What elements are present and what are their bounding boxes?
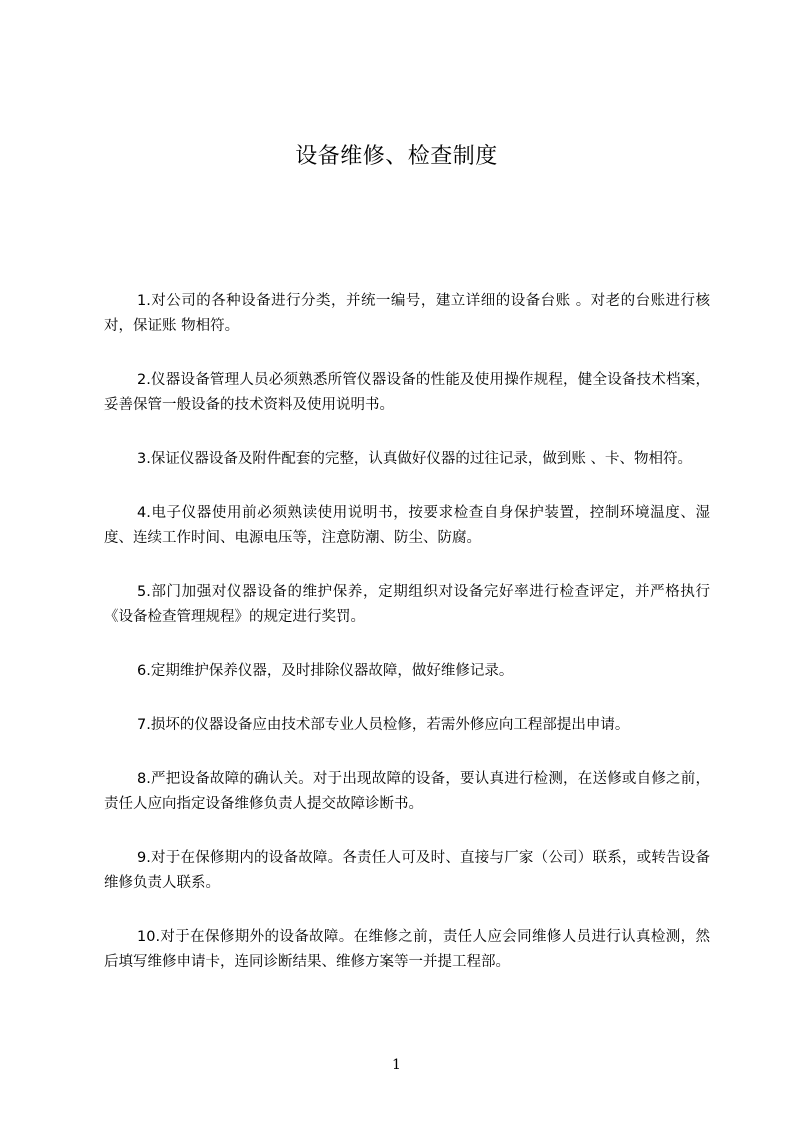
regulation-item-7: 7.损坏的仪器设备应由技术部专业人员检修，若需外修应向工程部提出申请。 <box>137 717 630 733</box>
regulation-item-6: 6.定期维护保养仪器，及时排除仪器故障，做好维修记录。 <box>137 663 514 679</box>
regulation-item-4: 4.电子仪器使用前必须熟读使用说明书，按要求检查自身保护装置，控制环境温度、湿度、连续工作时间、电源电压等，注意防潮、防尘、防腐。 <box>104 505 710 546</box>
regulation-item-1: 1.对公司的各种设备进行分类，并统一编号，建立详细的设备台账 。对老的台账进行核对，保证账 物相符。 <box>104 293 710 334</box>
regulation-item-5: 5.部门加强对仪器设备的维护保养，定期组织对设备完好率进行检查评定，并严格执行《设备检查管理规程》的规定进行奖罚。 <box>104 584 710 625</box>
regulation-list <box>104 289 710 1004</box>
regulation-item-8: 8.严把设备故障的确认关。对于出现故障的设备，要认真进行检测，在送修或自修之前，责任人应向指定设备维修负责人提交故障诊断书。 <box>104 771 710 812</box>
regulation-item-10: 10.对于在保修期外的设备故障。在维修之前，责任人应会同维修人员进行认真检测，然后填写维修申请卡，连同诊断结果、维修方案等一并提工程部。 <box>104 929 710 970</box>
regulation-item-9: 9.对于在保修期内的设备故障。各责任人可及时、直接与厂家（公司）联系，或转告设备维修负责人联系。 <box>104 850 710 891</box>
document-title: 设备维修、检查制度 <box>295 144 498 169</box>
page-number: 1 <box>392 1057 401 1073</box>
regulation-item-3: 3.保证仪器设备及附件配套的完整，认真做好仪器的过往记录，做到账 、卡、物相符。 <box>137 451 692 467</box>
regulation-item-2: 2.仪器设备管理人员必须熟悉所管仪器设备的性能及使用操作规程，健全设备技术档案，妥善保管一般设备的技术资料及使用说明书。 <box>104 372 710 413</box>
